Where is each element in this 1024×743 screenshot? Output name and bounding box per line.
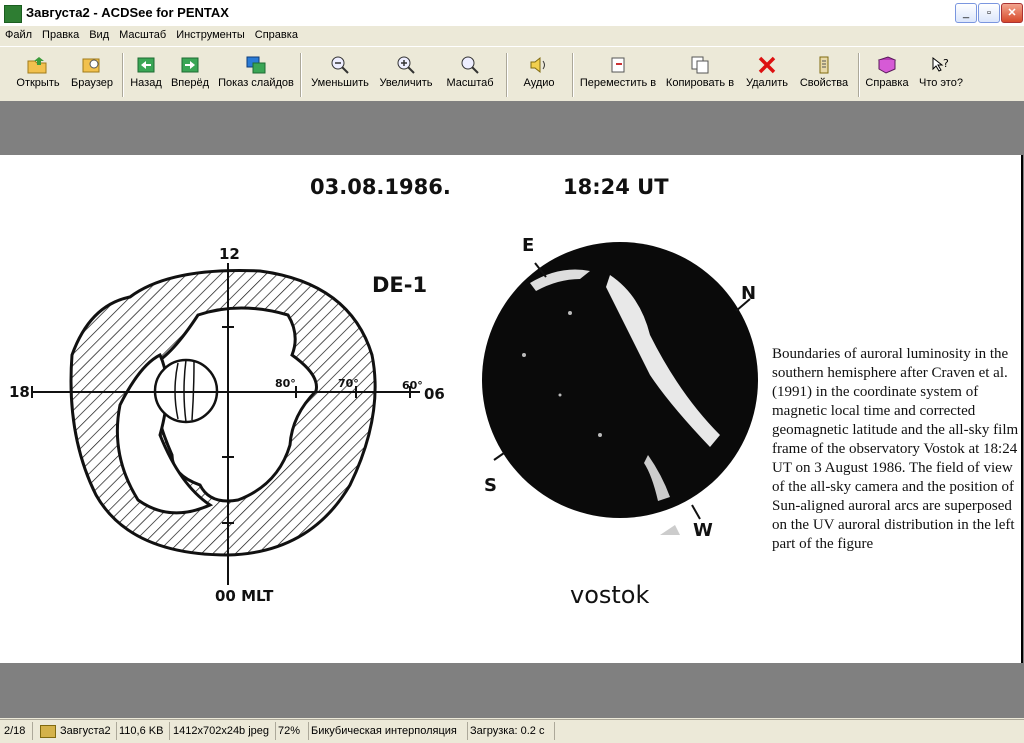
zoom-in-button[interactable]: Увеличить [376,51,436,97]
zoom-button[interactable]: Масштаб [442,51,498,97]
help-button[interactable]: Справка [862,51,912,97]
mlt-18-label: 18 [9,383,30,401]
status-bar [0,719,1024,743]
open-button[interactable]: Открыть [12,51,64,97]
app-icon [4,5,22,23]
mlt-00-label: 00 MLT [215,587,274,605]
satellite-label: DE-1 [372,273,428,297]
status-filesize: 110,6 KB [115,722,170,740]
status-dimensions: 1412x702x24b jpeg [169,722,276,740]
slideshow-icon [245,55,267,75]
menu-zoom[interactable]: Масштаб [119,29,167,41]
close-button[interactable]: ✕ [1001,3,1023,23]
menu-view[interactable]: Вид [89,29,110,41]
mlt-06-label: 06 [424,385,445,403]
status-filename: Завгуста2 [36,722,117,740]
forward-button[interactable]: Вперёд [168,51,212,97]
slideshow-button[interactable]: Показ слайдов [216,51,296,97]
audio-button[interactable]: Аудио [512,51,566,97]
window-title: Завгуста2 - ACDSee for PENTAX [26,5,229,20]
figure-caption: Boundaries of auroral luminosity in the southern hemisphere after Craven et al. (1991) in the coordinate system of magnetic local time and corrected geomagnetic latitude and the all-sky film frame of the observatory Vostok at 18:24 UT on 3 August 1986. The field of view of the all-sky camera and the position of Sun-aligned auroral arcs are superposed on the UV auroral distribution in the left part of the figure [772,346,1019,552]
whats-this-button[interactable]: ? Что это? [919,57,963,89]
help-book-icon [876,55,898,75]
image-time: 18:24 UT [563,175,669,199]
browser-button[interactable]: Браузер [66,51,118,97]
properties-icon [813,55,835,75]
zoom-in-icon [395,55,417,75]
image-date: 03.08.1986. [310,175,451,199]
zoom-out-button[interactable]: Уменьшить [308,51,372,97]
zoom-out-icon [329,55,351,75]
copy-to-icon [689,55,711,75]
compass-w-label: W [693,520,713,541]
svg-text:?: ? [943,57,949,70]
minimize-button[interactable]: _ [955,3,977,23]
status-zoom: 72% [274,722,309,740]
forward-arrow-icon [179,55,201,75]
menu-file[interactable]: Файл [5,29,33,41]
image-viewer[interactable] [0,101,1024,718]
zoom-icon [459,55,481,75]
copy-to-button[interactable]: Копировать в [662,51,738,97]
status-index: 2/18 [0,722,33,740]
open-folder-icon [27,55,49,75]
title-bar [0,0,1024,27]
properties-button[interactable]: Свойства [796,51,852,97]
menu-tools[interactable]: Инструменты [176,29,245,41]
file-type-icon [40,725,56,738]
move-to-icon [607,55,629,75]
lat-80-label: 80° [275,377,296,390]
compass-n-label: N [741,283,757,304]
menu-help[interactable]: Справка [254,29,298,41]
status-load-time: Загрузка: 0.2 с [466,722,555,740]
move-to-button[interactable]: Переместить в [578,51,658,97]
audio-icon [528,55,550,75]
delete-icon [756,55,778,75]
menu-bar [0,26,1024,45]
status-interpolation: Бикубическая интерполяция [307,722,468,740]
maximize-button[interactable]: ▫ [978,3,1000,23]
back-arrow-icon [135,55,157,75]
toolbar [0,46,1024,102]
lat-70-label: 70° [338,377,359,390]
browser-icon [81,55,103,75]
compass-s-label: S [484,475,497,496]
station-label: vostok [570,581,650,609]
all-sky-frame [470,235,770,535]
compass-e-label: E [522,235,535,256]
displayed-image [0,155,1023,663]
menu-edit[interactable]: Правка [42,29,80,41]
delete-button[interactable]: Удалить [742,51,792,97]
mlt-12-label: 12 [219,245,240,263]
lat-60-label: 60° [402,379,423,392]
back-button[interactable]: Назад [127,51,165,97]
whats-this-icon [930,55,952,75]
auroral-oval-diagram [0,155,460,615]
